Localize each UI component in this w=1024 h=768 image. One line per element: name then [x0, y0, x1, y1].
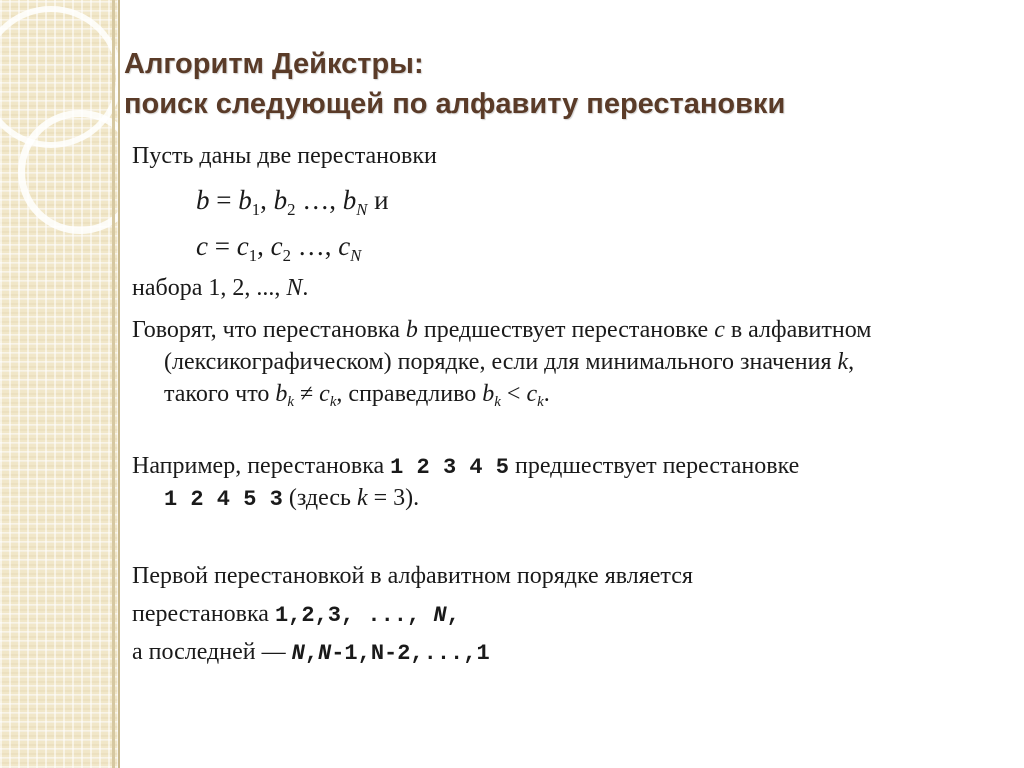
lt-sign: <	[500, 381, 527, 407]
text-span: такого что	[164, 381, 276, 407]
text-span: (здесь	[282, 485, 357, 511]
text-span: Например, перестановка	[132, 453, 391, 479]
permutation-code: ,	[446, 603, 460, 628]
formula-b-term: b	[238, 185, 252, 215]
first-last-line-1: Первой перестановкой в алфавитном порядке является	[132, 563, 693, 589]
permutation-code: 1,2,3, ...,	[274, 603, 434, 628]
formula-b: $b = b_1$, $b_2$ …, $b_N$ и	[196, 185, 389, 219]
definition-line-3	[132, 378, 550, 410]
permutation-code: 1 2 4 5 3	[164, 487, 283, 512]
formula-c-eq: =	[207, 231, 237, 261]
permutation-code: N	[433, 603, 447, 628]
var-k: k	[356, 485, 368, 511]
formula-b-sub: 2	[287, 199, 296, 219]
var-c: c	[526, 381, 538, 407]
formula-c-sub: 2	[282, 245, 291, 265]
formula-b-sub: 1	[251, 199, 261, 219]
formula-b-term: b	[273, 185, 288, 215]
example-line-2	[132, 482, 419, 516]
formula-b-term: b	[342, 185, 357, 215]
sub-k: k	[287, 394, 294, 411]
formula-b-lhs: b	[196, 185, 210, 215]
sub-k: k	[329, 394, 337, 411]
set-text	[132, 272, 308, 304]
permutation-code: N	[318, 641, 332, 666]
var-c: c	[714, 317, 725, 343]
permutation-code: 1 2 3 4 5	[390, 455, 509, 480]
var-c: c	[319, 381, 330, 407]
text-span: ,	[848, 349, 855, 375]
text-span: а последней —	[132, 639, 292, 665]
var-b: b	[405, 317, 418, 343]
formula-c-sub: 1	[248, 245, 258, 265]
formula-b-eq: =	[209, 185, 239, 215]
text-span: , справедливо	[336, 381, 483, 407]
first-last-line-2	[132, 598, 460, 632]
slide-title	[124, 44, 984, 124]
formula-c-term: c	[270, 231, 283, 261]
formula-c-dots: …,	[290, 231, 339, 261]
var-b: b	[482, 381, 495, 407]
formula-b-sub: N	[356, 199, 368, 219]
slide-title-line-1: Алгоритм Дейкстры:	[124, 48, 424, 80]
formula-c-term: c	[236, 231, 249, 261]
text-span: предшествует перестановке	[417, 317, 715, 343]
text-span: = 3).	[367, 485, 420, 511]
slide-title-line-2: поиск следующей по алфавиту перестановки	[124, 88, 786, 120]
var-k: k	[837, 349, 849, 375]
text-span: перестановка	[132, 601, 275, 627]
text-span: (лексикографическом) порядке, если для минимального значения	[164, 349, 838, 375]
set-prefix: набора 1, 2, ...,	[132, 275, 287, 301]
permutation-code: ,	[304, 641, 319, 666]
sub-k: k	[537, 394, 544, 411]
formula-c: $c = c_1$, $c_2$ …, $c_N$	[196, 231, 362, 265]
formula-c-sub: N	[350, 245, 362, 265]
permutation-code: N	[291, 641, 305, 666]
text-span: предшествует перестановке	[508, 453, 800, 479]
formula-b-dots: …,	[295, 185, 343, 215]
formula-c-term: c	[338, 231, 351, 261]
intro-text: Пусть даны две перестановки	[132, 143, 437, 169]
first-last-line-3	[132, 636, 490, 670]
neq-sign: ≠	[293, 381, 320, 407]
text-span: в алфавитном	[724, 317, 872, 343]
definition-line-1	[132, 314, 871, 346]
text-span: .	[543, 381, 550, 407]
set-var: N	[286, 275, 303, 301]
formula-b-tail: и	[367, 185, 389, 215]
definition-line-2	[132, 346, 854, 378]
sidebar-border	[112, 0, 115, 768]
sub-k: k	[494, 394, 501, 411]
decorative-sidebar	[0, 0, 120, 768]
example-line-1	[132, 450, 799, 484]
formula-c-lhs: c	[196, 231, 208, 261]
text-span: Говорят, что перестановка	[132, 317, 406, 343]
permutation-code: -1,N-2,...,1	[331, 641, 490, 666]
set-suffix: .	[302, 275, 309, 301]
var-b: b	[275, 381, 288, 407]
